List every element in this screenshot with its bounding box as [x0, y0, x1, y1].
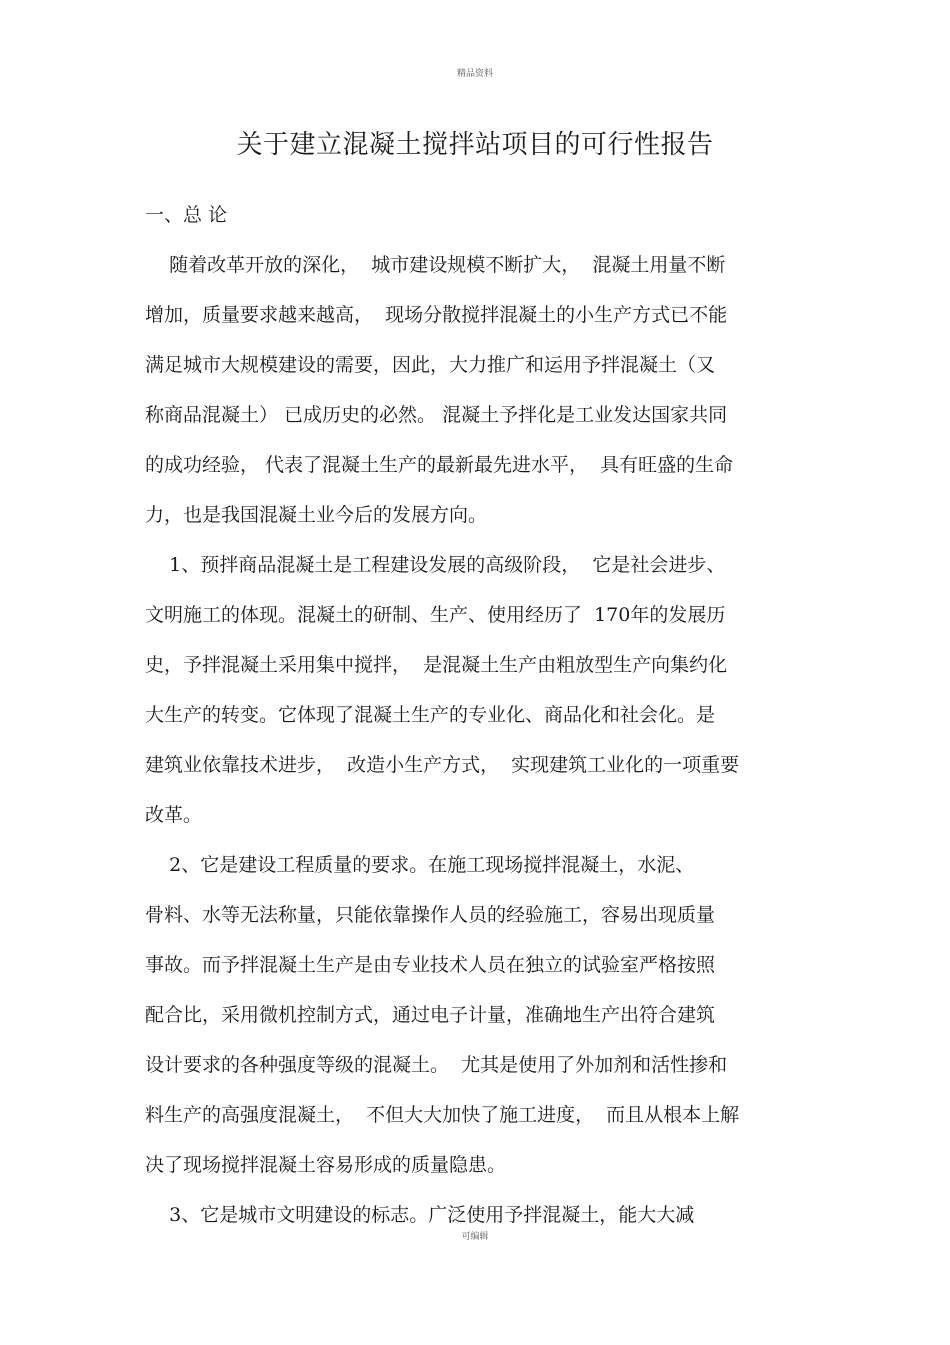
text-line: 满足城市大规模建设的需要，因此，大力推广和运用予拌混凝土（又 [145, 354, 716, 376]
text-line: 决了现场搅拌混凝土容易形成的质量隐患。 [145, 1154, 507, 1176]
text-line: 事故。而予拌混凝土生产是由专业技术人员在独立的试验室严格按照 [145, 954, 716, 976]
header-note: 精品资料 [456, 69, 493, 79]
text-line: 增加，质量要求越来越高， 现场分散搅拌混凝土的小生产方式已不能 [145, 304, 728, 326]
document-title: 关于建立混凝土搅拌站项目的可行性报告 [236, 130, 714, 160]
text-line: 建筑业依靠技术进步， 改造小生产方式， 实现建筑工业化的一项重要 [145, 754, 740, 776]
text-line: 2、它是建设工程质量的要求。在施工现场搅拌混凝土，水泥、 [145, 854, 695, 876]
text-line: 随着改革开放的深化， 城市建设规模不断扩大， 混凝土用量不断 [145, 254, 726, 276]
text-line: 设计要求的各种强度等级的混凝土。 尤其是使用了外加剂和活性掺和 [145, 1054, 728, 1076]
text-line: 史，予拌混凝土采用集中搅拌， 是混凝土生产由粗放型生产向集约化 [145, 654, 728, 676]
text-line: 大生产的转变。它体现了混凝土生产的专业化、商品化和社会化。是 [145, 704, 716, 726]
text-line: 力，也是我国混凝土业今后的发展方向。 [145, 504, 488, 526]
text-line: 配合比，采用微机控制方式，通过电子计量，准确地生产出符合建筑 [145, 1004, 716, 1026]
text-line: 3、它是城市文明建设的标志。广泛使用予拌混凝土，能大大减 [145, 1204, 695, 1226]
footer-note: 可编辑 [461, 1232, 489, 1242]
text-line: 料生产的高强度混凝土， 不但大大加快了施工进度， 而且从根本上解 [145, 1104, 740, 1126]
text-line: 骨料、水等无法称量，只能依靠操作人员的经验施工，容易出现质量 [145, 904, 716, 926]
text-line: 称商品混凝土） 已成历史的必然。 混凝土予拌化是工业发达国家共同 [145, 404, 728, 426]
text-line: 1、预拌商品混凝土是工程建设发展的高级阶段， 它是社会进步、 [145, 554, 726, 576]
text-line: 文明施工的体现。混凝土的研制、生产、使用经历了 170年的发展历 [145, 604, 726, 626]
text-line: 的成功经验， 代表了混凝土生产的最新最先进水平， 具有旺盛的生命 [145, 454, 734, 476]
section-heading: 一、总 论 [145, 204, 228, 226]
text-line: 改革。 [145, 804, 203, 826]
